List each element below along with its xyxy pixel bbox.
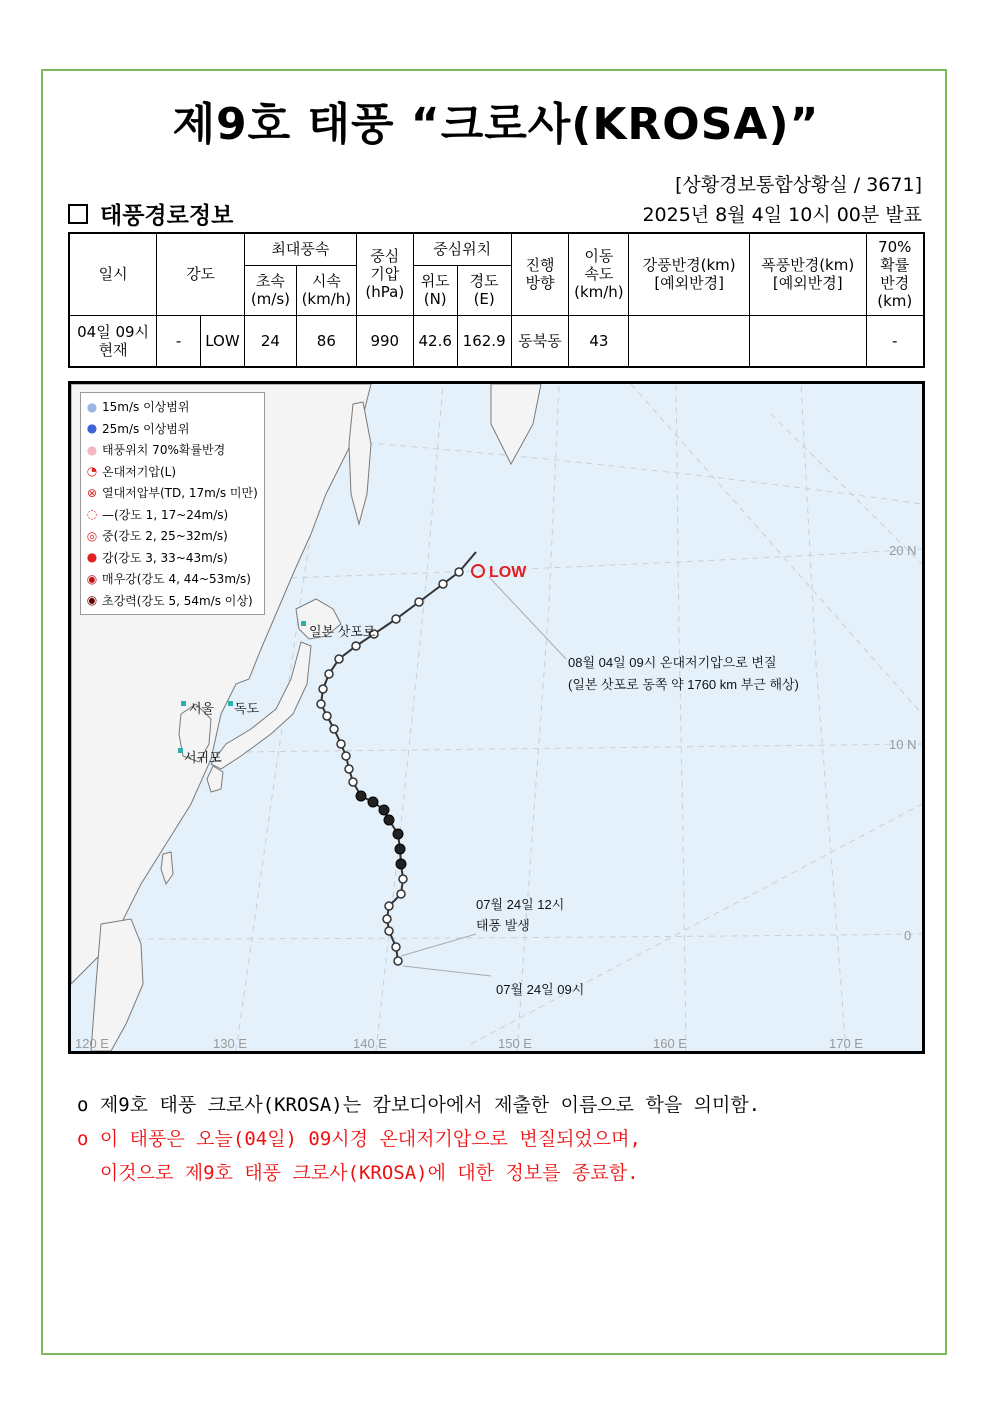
lat-label-20: 20 N (889, 543, 917, 558)
place-seoul: 서울 (189, 701, 215, 716)
cell-intensity: - (157, 315, 201, 367)
th-datetime: 일시 (69, 233, 157, 315)
lon-label-170: 170 E (829, 1036, 863, 1051)
legend-item: ◔ 온대저기압(L) (86, 464, 177, 479)
lon-label-140: 140 E (353, 1036, 387, 1051)
office-label: [상황경보통합상황실 / 3671] (675, 174, 922, 196)
legend-item: ● 태풍위치 70%확률반경 (86, 442, 226, 458)
legend-item: ● 15m/s 이상범위 (86, 399, 190, 415)
cell-pressure: 990 (356, 315, 413, 367)
th-wind-kmh: 시속 (km/h) (296, 265, 356, 315)
th-storm-radius: 폭풍반경(km) [예외반경] (749, 233, 866, 315)
annotation-transition-1: 08월 04일 09시 온대저기압으로 변질 (568, 655, 777, 670)
td-icon: ⊗ (86, 485, 98, 500)
note-name-meaning: o 제9호 태풍 크로사(KROSA)는 캄보디아에서 제출한 이름으로 학을 의미함. (77, 1094, 761, 1116)
legend-item: ◎ 중(강도 2, 25~32m/s) (86, 528, 228, 544)
lon-label-120: 120 E (75, 1036, 109, 1051)
cell-wind-kmh: 86 (296, 315, 356, 367)
place-seogwipo: 서귀포 (184, 750, 222, 765)
typhoon-medium-icon: ◎ (86, 528, 98, 543)
notes (77, 1088, 760, 1190)
legend-item: ◉ 초강력(강도 5, 54m/s 이상) (86, 593, 253, 608)
issued-time: 2025년 8월 4일 10시 00분 발표 (642, 204, 922, 226)
annotation-leaders (401, 577, 566, 976)
th-strong-radius: 강풍반경(km) [예외반경] (629, 233, 750, 315)
kyushu (207, 766, 223, 792)
track-strong-points (356, 791, 406, 869)
th-speed: 이동 속도 (km/h) (569, 233, 629, 315)
typhoon-strong-icon: ● (86, 550, 98, 565)
legend-item: ◌ —(강도 1, 17~24m/s) (86, 507, 229, 522)
place-dokdo: 독도 (234, 701, 260, 716)
low-icon: ◔ (86, 464, 98, 479)
cell-lon: 162.9 (457, 315, 511, 367)
checkbox-icon (68, 204, 88, 224)
note-end: 이것으로 제9호 태풍 크로사(KROSA)에 대한 정보를 종료함. (77, 1162, 639, 1184)
cell-storm-radius (749, 315, 866, 367)
cell-prob-radius: - (866, 315, 924, 367)
kamchatka (491, 384, 541, 464)
circle-pink-icon: ● (86, 442, 98, 457)
th-lat: 위도 (N) (413, 265, 457, 315)
annotation-genesis-2: 태풍 발생 (476, 918, 530, 933)
annotation-start: 07월 24일 09시 (496, 982, 585, 997)
th-max-wind: 최대풍속 (244, 233, 356, 265)
legend-item: ⊗ 열대저압부(TD, 17m/s 미만) (86, 485, 258, 501)
typhoon-weak-icon: ◌ (86, 507, 98, 522)
cell-datetime: 04일 09시 현재 (69, 315, 157, 367)
cell-direction: 동북동 (511, 315, 569, 367)
lat-label-0: 0 (904, 928, 912, 943)
typhoon-track-map (68, 381, 925, 1054)
th-prob-radius: 70% 확률 반경 (km) (866, 233, 924, 315)
cell-wind-ms: 24 (244, 315, 296, 367)
lon-label-160: 160 E (653, 1036, 687, 1051)
cell-lat: 42.6 (413, 315, 457, 367)
lon-label-150: 150 E (498, 1036, 532, 1051)
taiwan (161, 852, 173, 884)
current-low-label: LOW (489, 564, 527, 581)
place-sapporo: 일본 삿포로 (309, 624, 376, 639)
circle-blue-icon: ● (86, 421, 98, 436)
cell-category: LOW (200, 315, 244, 367)
annotation-transition-2: (일본 삿포로 동쪽 약 1760 km 부근 해상) (568, 677, 799, 692)
lon-label-130: 130 E (213, 1036, 247, 1051)
annotation-genesis-1: 07월 24일 12시 (476, 897, 565, 912)
note-transition: o 이 태풍은 오늘(04일) 09시경 온대저기압으로 변질되었으며, (77, 1128, 641, 1150)
th-center: 중심위치 (413, 233, 511, 265)
legend-item: ● 강(강도 3, 33~43m/s) (86, 550, 228, 565)
th-pressure: 중심 기압 (hPa) (356, 233, 413, 315)
map-legend (80, 392, 265, 615)
typhoon-super-icon: ◉ (86, 593, 98, 608)
cell-strong-radius (629, 315, 750, 367)
typhoon-info-table (68, 232, 925, 368)
section-heading (68, 197, 233, 230)
circle-light-icon: ● (86, 399, 98, 414)
lat-label-10: 10 N (889, 737, 917, 752)
th-wind-ms: 초속 (m/s) (244, 265, 296, 315)
legend-item: ◉ 매우강(강도 4, 44~53m/s) (86, 571, 251, 587)
th-lon: 경도 (E) (457, 265, 511, 315)
th-direction: 진행 방향 (511, 233, 569, 315)
sakhalin (349, 402, 371, 524)
th-intensity: 강도 (157, 233, 245, 315)
legend-item: ● 25m/s 이상범위 (86, 421, 190, 436)
cell-speed: 43 (569, 315, 629, 367)
section-title: 태풍경로정보 (100, 203, 234, 229)
page-title: 제9호 태풍 “크로사(KROSA)” (172, 99, 820, 150)
typhoon-verystrong-icon: ◉ (86, 571, 98, 586)
